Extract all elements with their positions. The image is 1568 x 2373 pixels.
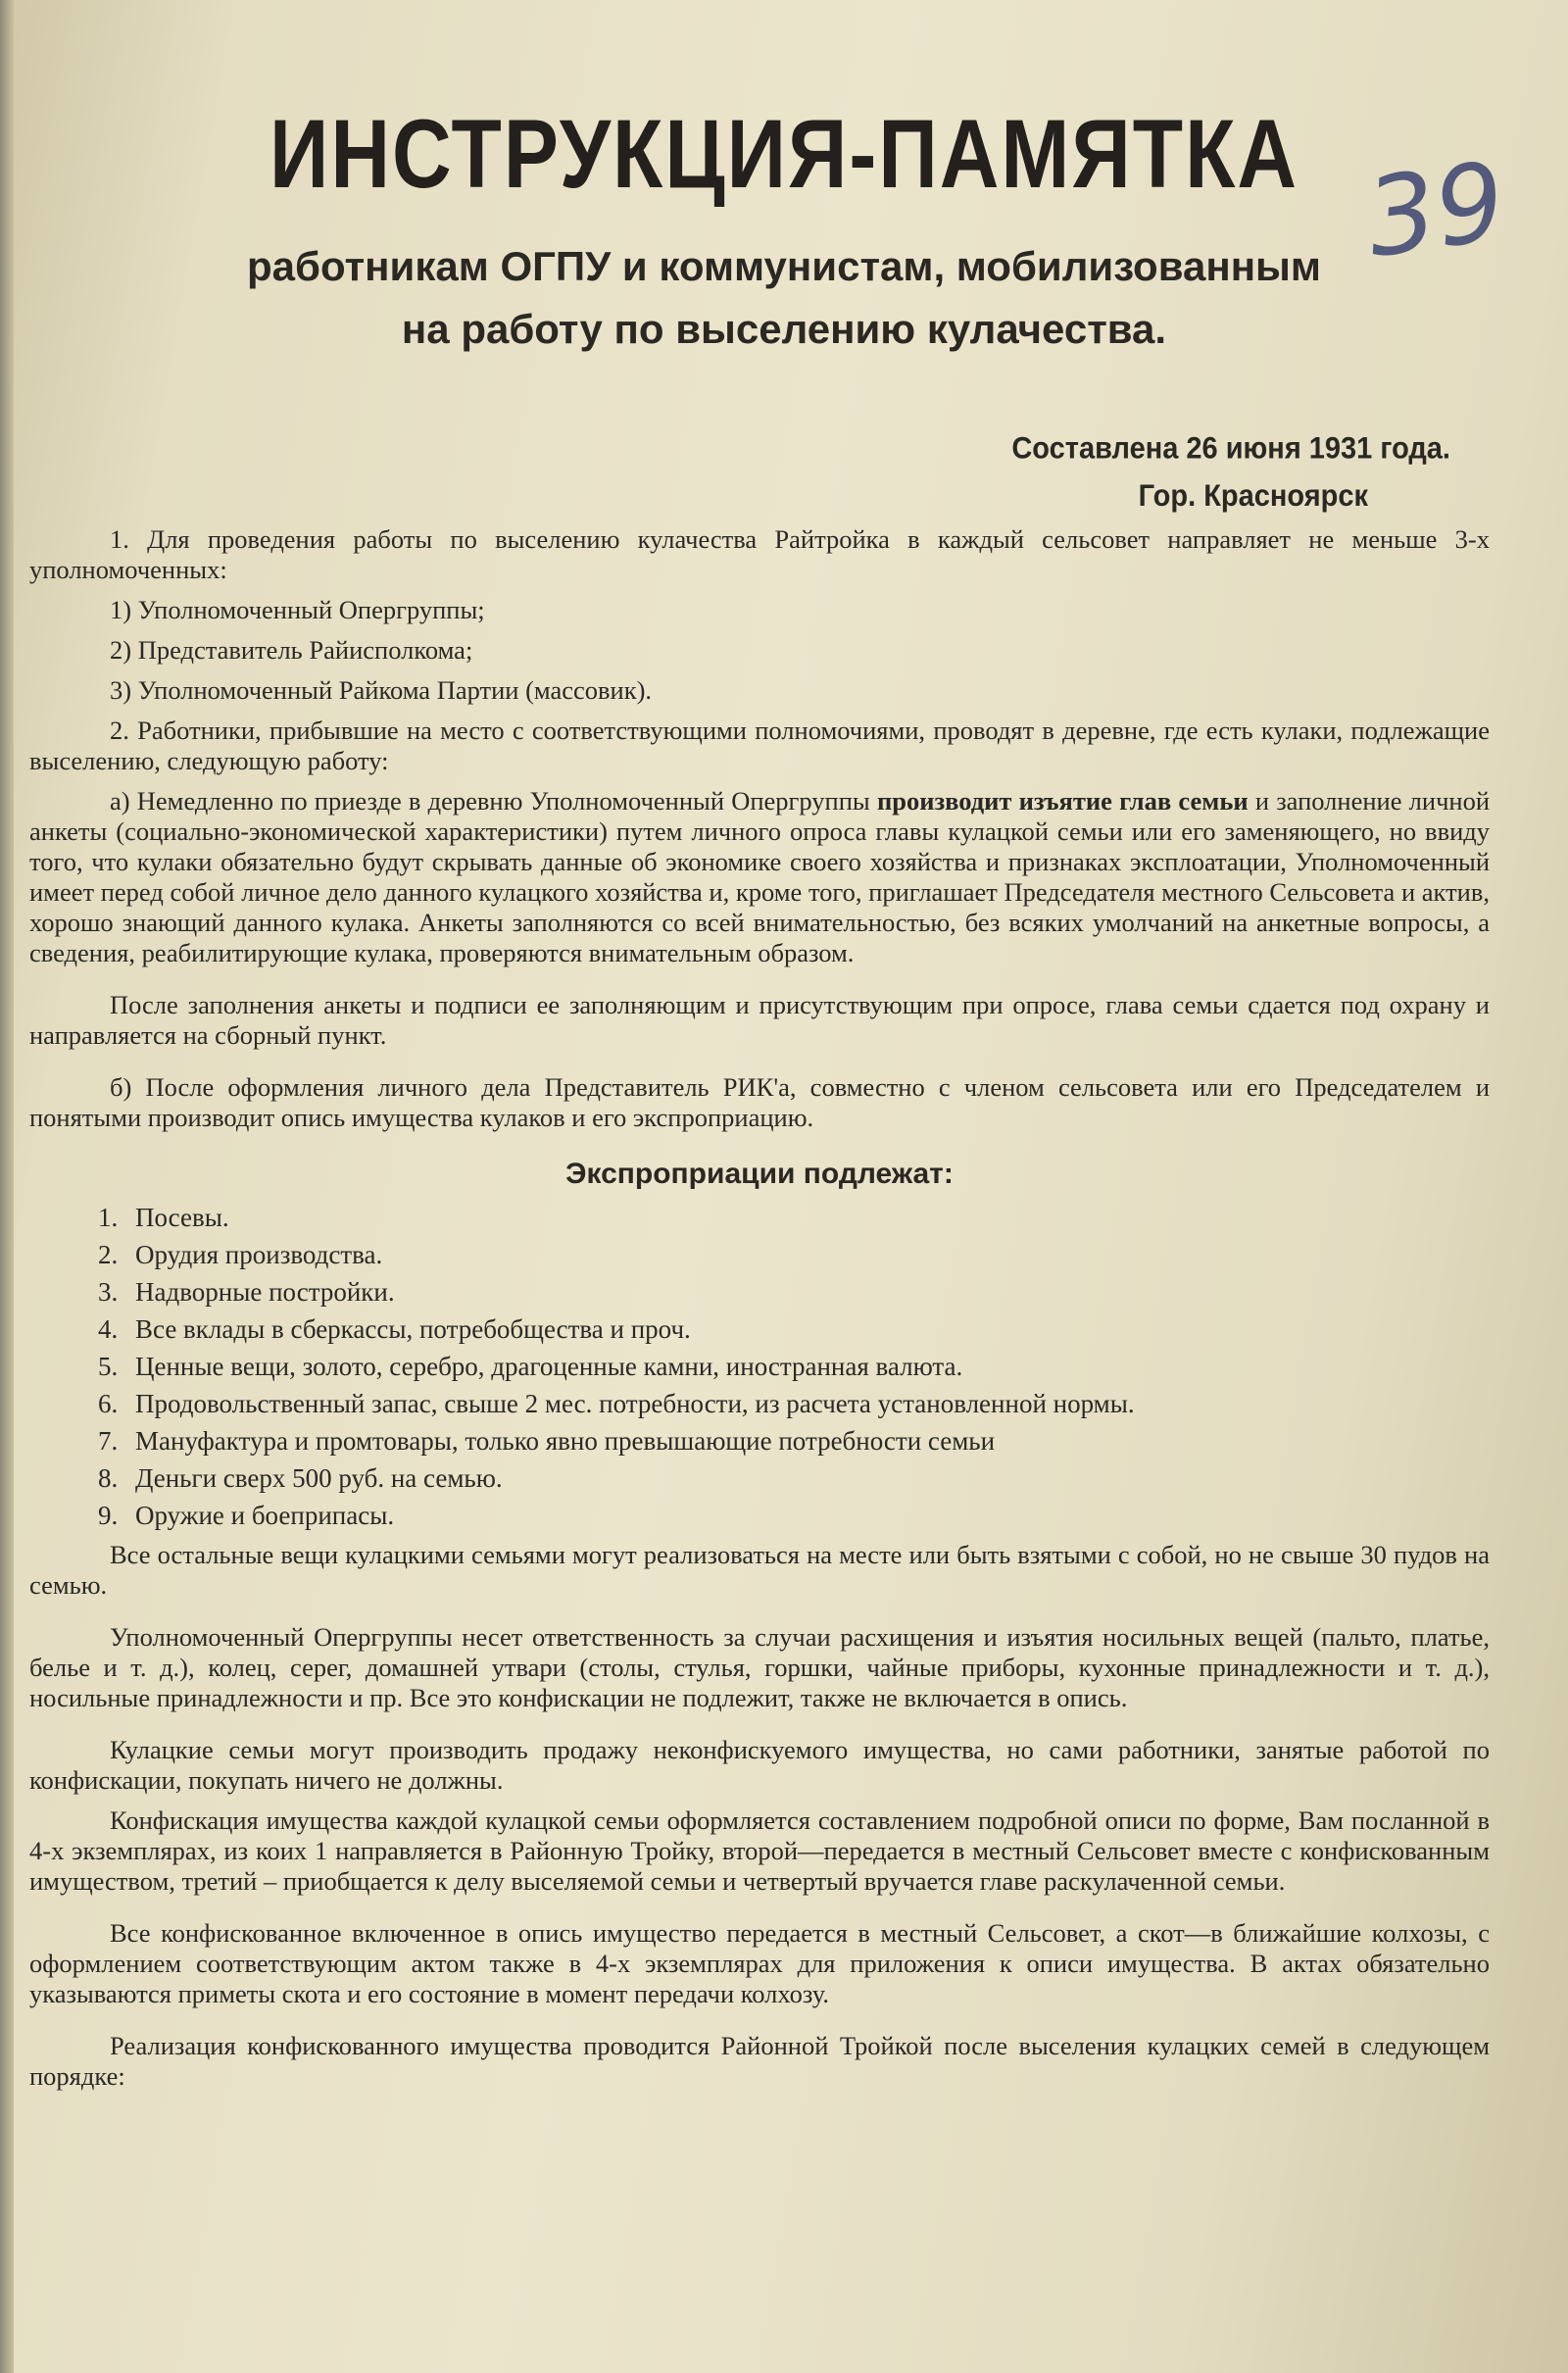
delegate-item-1: 1) Уполномоченный Опергруппы; [110,595,485,624]
item-number: 3. [98,1277,119,1307]
page-edge [0,0,14,2373]
closing-paragraph-3: Кулацкие семьи могут производить продажу неконфискуемого имущества, но сами работники, занятые работой по конфискации, покупать ничего не должны. [29,1735,1490,1795]
closing-paragraph-1: Все остальные вещи кулацкими семьями могут реализоваться на месте или быть взятыми с собой, но не свыше 30 пудов на семью. [29,1540,1490,1600]
paragraph-b: б) После оформления личного дела Представитель РИК'а, совместно с членом сельсовета или его Председателем и понятыми производит опись имущества кулаков и его экспроприацию. [29,1072,1490,1132]
compiled-city: Гор. Красноярск [1138,478,1368,514]
item-text: Все вклады в сберкассы, потребобщества и проч. [135,1314,691,1344]
item-number: 1. [98,1203,119,1232]
item-number: 6. [98,1389,119,1418]
document-subtitle [118,235,1450,361]
expropriation-heading: Экспроприации подлежат: [565,1158,954,1190]
expropriation-item [98,1277,1490,1307]
subtitle-line-2: на работу по выселению кулачества. [401,306,1167,352]
subtitle-line-1: работникам ОГПУ и коммунистам, мобилизованным [247,243,1321,289]
expropriation-item [98,1203,1490,1232]
expropriation-item [98,1240,1490,1269]
expropriation-item [98,1463,1490,1493]
item-number: 8. [98,1463,119,1493]
paragraph-a-end: и заполнение личной анкеты (социально-экономической характеристики) путем личного опроса главы кулацкой семьи или его заменяющего, но ввиду того, что кулаки обязательно будут скрывать данные об экономике своего хозяйства и признаках эксплоатации, Уполномоченный имеет перед собой личное дело данного кулацкого хозяйства и, кроме того, приглашает Председателя местного Сельсовета и актив, хорошо знающий данного кулака. Анкеты заполняются со всей внимательностью, без всяких умолчаний на анкетные вопросы, а сведения, реабилитирующие кулака, проверяются внимательным образом. [29,786,1491,967]
document-title: ИНСТРУКЦИЯ-ПАМЯТКА [269,99,1299,209]
item-number: 5. [98,1352,119,1381]
delegate-item-3: 3) Уполномоченный Райкома Партии (массовик). [110,675,653,705]
closing-paragraph-4: Конфискация имущества каждой кулацкой семьи оформляется составлением подробной описи по форме, Вам посланной в 4-х экземплярах, из коих 1 направляется в Районную Тройку, второй—передается в местный Сельсовет вместе с конфискованным имуществом, третий – приобщается к делу выселяемой семьи и четвертый вручается главе раскулаченной семьи. [29,1805,1490,1896]
document-body [29,524,1490,2092]
paragraph-a-start: а) Немедленно по приезде в деревню Уполномоченный Опергруппы [110,786,877,816]
compilation-info [941,425,1450,520]
expropriation-item [98,1352,1490,1381]
closing-paragraph-5: Все конфискованное включенное в опись имущество передается в местный Сельсовет, а скот—в ближайшие колхозы, с оформлением соответствующим актом также в 4-х экземплярах для приложения к описи имущества. В актах обязательно указываются приметы скота и его состояние в момент передачи колхозу. [29,1918,1490,2008]
expropriation-list [98,1203,1490,1530]
item-number: 2. [98,1240,119,1269]
item-number: 9. [98,1501,119,1530]
item-text: Мануфактура и промтовары, только явно превышающие потребности семьи [135,1426,996,1456]
item-text: Орудия производства. [135,1240,383,1269]
paragraph-a [29,786,1490,968]
item-text: Оружие и боеприпасы. [135,1501,395,1530]
item-text: Посевы. [135,1203,229,1232]
expropriation-item [98,1501,1490,1530]
item-text: Продовольственный запас, свыше 2 мес. потребности, из расчета установленной нормы. [135,1389,1135,1418]
expropriation-item [98,1314,1490,1344]
paragraph-a-emphasis: производит изъятие глав семьи [876,786,1249,816]
item-number: 7. [98,1426,119,1456]
closing-paragraph-2: Уполномоченный Опергруппы несет ответственность за случаи расхищения и изъятия носильных вещей (пальто, платье, белье и т. д.), колец, серег, домашней утвари (столы, стулья, горшки, чайные приборы, кухонные принадлежности и т. д.), носильные принадлежности и пр. Все это конфискации не подлежит, также не включается в опись. [29,1622,1490,1712]
expropriation-item [98,1426,1490,1456]
item-text: Деньги сверх 500 руб. на семью. [135,1463,503,1493]
paragraph-2: 2. Работники, прибывшие на место с соответствующими полномочиями, проводят в деревне, где есть кулаки, подлежащие выселению, следующую работу: [29,716,1490,775]
handwritten-archive-number: 39 [1358,137,1513,282]
item-text: Надворные постройки. [135,1277,395,1307]
delegate-item-2: 2) Представитель Райисполкома; [110,635,473,665]
compiled-date: Составлена 26 июня 1931 года. [1011,431,1450,467]
paragraph-1: 1. Для проведения работы по выселению кулачества Райтройка в каждый сельсовет направляет не меньше 3-х уполномоченных: [29,524,1490,584]
closing-paragraph-6: Реализация конфискованного имущества проводится Районной Тройкой после выселения кулацких семей в следующем порядке: [29,2031,1490,2091]
item-number: 4. [98,1314,119,1344]
expropriation-item [98,1389,1490,1418]
item-text: Ценные вещи, золото, серебро, драгоценные камни, иностранная валюта. [135,1352,963,1381]
paragraph-after-anketa: После заполнения анкеты и подписи ее заполняющим и присутствующим при опросе, глава семьи сдается под охрану и направляется на сборный пункт. [29,990,1490,1050]
